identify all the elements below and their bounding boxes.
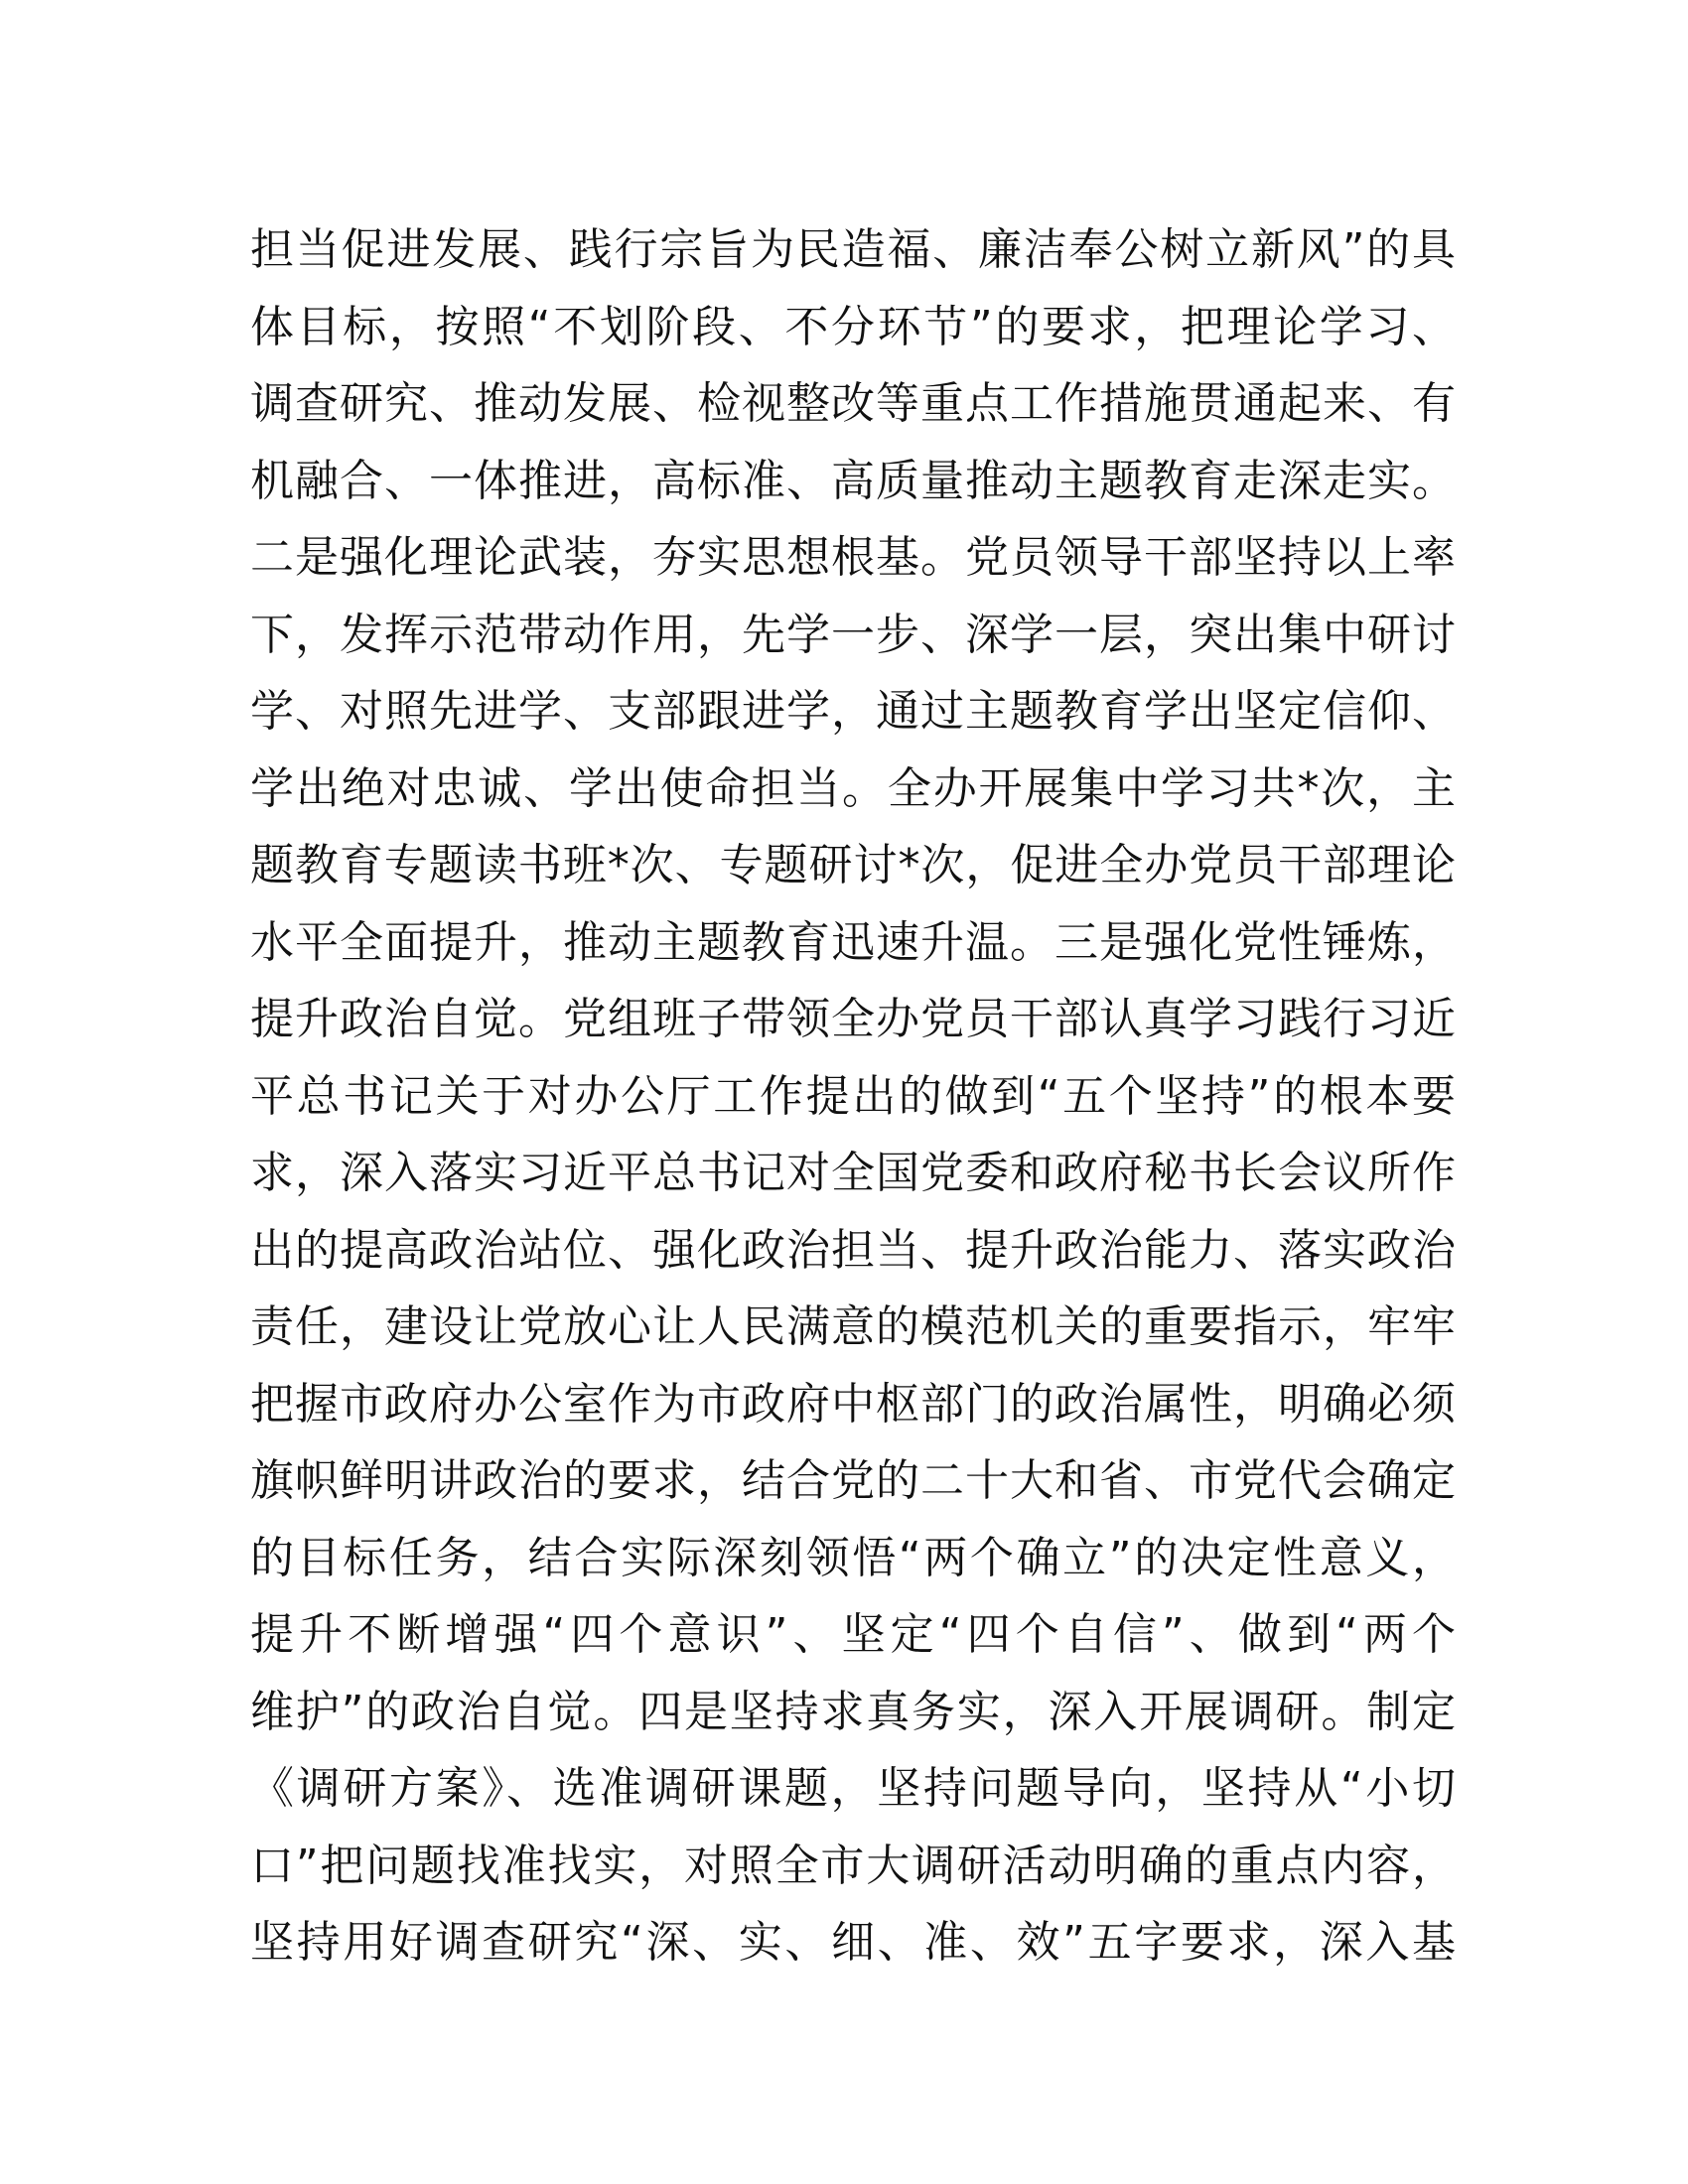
text-line: 把握市政府办公室作为市政府中枢部门的政治属性，明确必须 bbox=[250, 1378, 1456, 1430]
text-line: 调查研究、推动发展、检视整改等重点工作措施贯通起来、有 bbox=[250, 378, 1456, 429]
text-line: 水平全面提升，推动主题教育迅速升温。三是强化党性锤炼， bbox=[250, 916, 1456, 968]
text-line: 二是强化理论武装，夯实思想根基。党员领导干部坚持以上率 bbox=[250, 532, 1456, 583]
text-line: 《调研方案》、选准调研课题，坚持问题导向，坚持从“小切 bbox=[250, 1763, 1456, 1814]
text-line: 坚持用好调查研究“深、实、细、准、效”五字要求，深入基 bbox=[250, 1917, 1456, 1968]
body-paragraph bbox=[250, 211, 1456, 1981]
text-line: 下，发挥示范带动作用，先学一步、深学一层，突出集中研讨 bbox=[250, 609, 1456, 660]
text-line: 学出绝对忠诚、学出使命担当。全办开展集中学习共*次，主 bbox=[250, 762, 1456, 814]
text-line: 维护”的政治自觉。四是坚持求真务实，深入开展调研。制定 bbox=[250, 1686, 1456, 1737]
text-line: 求，深入落实习近平总书记对全国党委和政府秘书长会议所作 bbox=[250, 1148, 1456, 1198]
text-line: 的目标任务，结合实际深刻领悟“两个确立”的决定性意义， bbox=[250, 1532, 1456, 1583]
text-line: 口”把问题找准找实，对照全市大调研活动明确的重点内容， bbox=[250, 1840, 1456, 1891]
text-line: 担当促进发展、践行宗旨为民造福、廉洁奉公树立新风”的具 bbox=[250, 224, 1456, 275]
text-line: 学、对照先进学、支部跟进学，通过主题教育学出坚定信仰、 bbox=[250, 686, 1456, 737]
text-line: 机融合、一体推进，高标准、高质量推动主题教育走深走实。 bbox=[250, 455, 1456, 506]
text-line: 出的提高政治站位、强化政治担当、提升政治能力、落实政治 bbox=[250, 1224, 1456, 1276]
text-line: 题教育专题读书班*次、专题研讨*次，促进全办党员干部理论 bbox=[250, 840, 1456, 890]
text-line: 平总书记关于对办公厅工作提出的做到“五个坚持”的根本要 bbox=[250, 1070, 1456, 1122]
text-line: 旗帜鲜明讲政治的要求，结合党的二十大和省、市党代会确定 bbox=[250, 1455, 1456, 1506]
text-line: 提升不断增强“四个意识”、坚定“四个自信”、做到“两个 bbox=[250, 1609, 1456, 1660]
text-line: 责任，建设让党放心让人民满意的模范机关的重要指示，牢牢 bbox=[250, 1301, 1456, 1352]
text-line: 提升政治自觉。党组班子带领全办党员干部认真学习践行习近 bbox=[250, 994, 1456, 1044]
text-line: 体目标，按照“不划阶段、不分环节”的要求，把理论学习、 bbox=[250, 301, 1456, 352]
